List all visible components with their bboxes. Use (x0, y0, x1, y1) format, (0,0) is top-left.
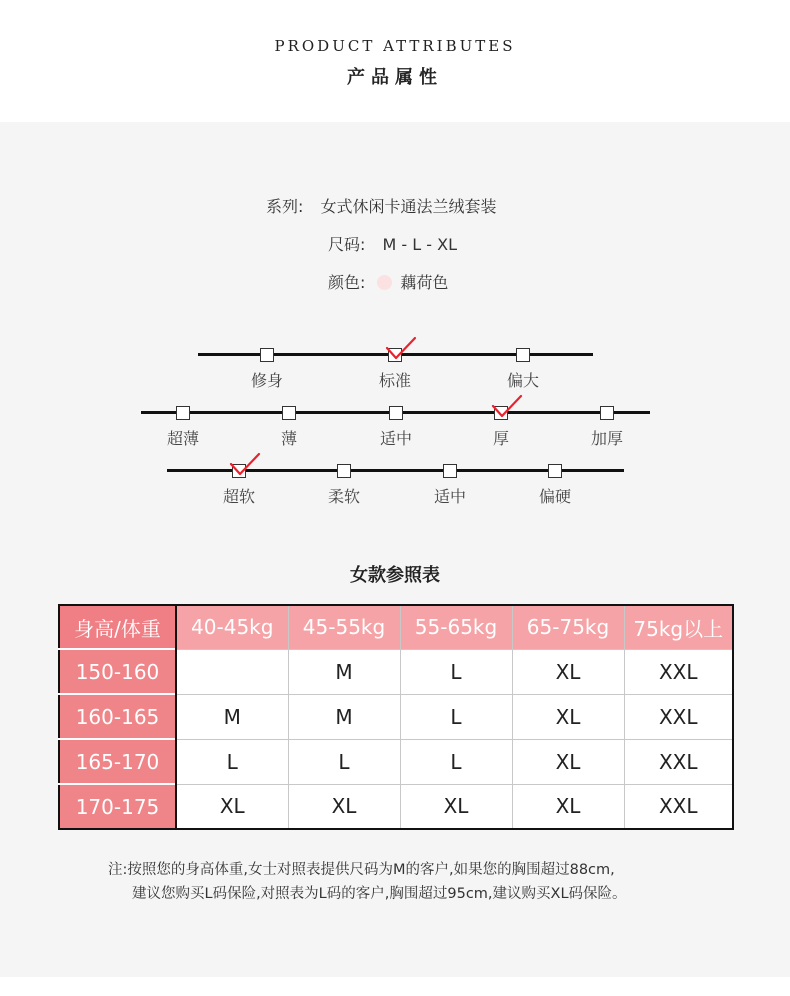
series-value: 女式休闲卡通法兰绒套装 (320, 197, 497, 216)
fit-option-box[interactable] (516, 348, 530, 362)
table-cell: XXL (624, 784, 733, 829)
softness-option-label: 偏硬 (538, 487, 571, 506)
size-row (328, 232, 457, 255)
fit-option-box[interactable] (260, 348, 274, 362)
size-value: M - L - XL (382, 235, 457, 254)
table-cell: L (176, 739, 288, 784)
table-cell: L (288, 739, 400, 784)
table-cell: XL (512, 649, 624, 694)
table-cell: L (400, 694, 512, 739)
table-header-row (59, 605, 733, 649)
series-row (266, 194, 497, 217)
thickness-option-label: 超薄 (166, 429, 199, 448)
series-label: 系列: (266, 197, 304, 216)
note-line-2: 建议您购买L码保险,对照表为L码的客户,胸围超过95cm,建议购买XL码保险。 (132, 886, 627, 902)
table-cell: M (176, 694, 288, 739)
table-cell: XL (400, 784, 512, 829)
color-swatch (377, 275, 392, 290)
row-header: 150-160 (59, 649, 176, 694)
table-cell: XXL (624, 739, 733, 784)
header-title-cn: 产品属性 (347, 67, 443, 88)
softness-option-label: 柔软 (327, 487, 360, 506)
thickness-option-label: 薄 (280, 429, 297, 448)
fit-option-label: 修身 (250, 371, 283, 390)
table-cell: XL (288, 784, 400, 829)
color-row (328, 270, 448, 293)
table-cell (176, 649, 288, 694)
column-header: 40-45kg (176, 605, 288, 649)
color-label: 颜色: (328, 273, 366, 292)
bottom-strip (0, 977, 790, 996)
table-row (59, 739, 733, 784)
size-table-title: 女款参照表 (350, 565, 440, 586)
table-cell: L (400, 739, 512, 784)
size-table (58, 604, 734, 830)
table-cell: XL (512, 784, 624, 829)
thickness-option-label: 加厚 (590, 429, 623, 448)
thickness-option-box[interactable] (282, 406, 296, 420)
table-cell: M (288, 694, 400, 739)
table-cell: XXL (624, 694, 733, 739)
checkmark-icon (384, 336, 418, 362)
softness-option-box[interactable] (548, 464, 562, 478)
corner-cell: 身高/体重 (59, 605, 176, 649)
table-cell: L (400, 649, 512, 694)
column-header: 65-75kg (512, 605, 624, 649)
fit-option-label: 标准 (378, 371, 411, 390)
table-cell: XL (512, 694, 624, 739)
color-value: 藕荷色 (400, 273, 449, 292)
table-row (59, 649, 733, 694)
note-line-1: 注:按照您的身高体重,女士对照表提供尺码为M的客户,如果您的胸围超过88cm, (108, 862, 615, 878)
thickness-option-box[interactable] (600, 406, 614, 420)
row-header: 160-165 (59, 694, 176, 739)
table-row (59, 694, 733, 739)
softness-option-box[interactable] (443, 464, 457, 478)
thickness-option-box[interactable] (389, 406, 403, 420)
column-header: 75kg以上 (624, 605, 733, 649)
column-header: 45-55kg (288, 605, 400, 649)
row-header: 170-175 (59, 784, 176, 829)
table-row (59, 784, 733, 829)
table-cell: XL (512, 739, 624, 784)
size-label: 尺码: (328, 235, 366, 254)
header-title-en: PRODUCT ATTRIBUTES (274, 37, 516, 55)
thickness-option-label: 厚 (492, 429, 509, 448)
table-cell: XL (176, 784, 288, 829)
softness-option-label: 适中 (433, 487, 466, 506)
table-cell: M (288, 649, 400, 694)
checkmark-icon (228, 452, 262, 478)
softness-option-box[interactable] (337, 464, 351, 478)
softness-option-label: 超软 (222, 487, 255, 506)
fit-option-label: 偏大 (506, 371, 539, 390)
thickness-option-box[interactable] (176, 406, 190, 420)
thickness-option-label: 适中 (379, 429, 412, 448)
header (0, 0, 790, 122)
column-header: 55-65kg (400, 605, 512, 649)
row-header: 165-170 (59, 739, 176, 784)
table-cell: XXL (624, 649, 733, 694)
checkmark-icon (490, 394, 524, 420)
size-note (108, 858, 748, 906)
